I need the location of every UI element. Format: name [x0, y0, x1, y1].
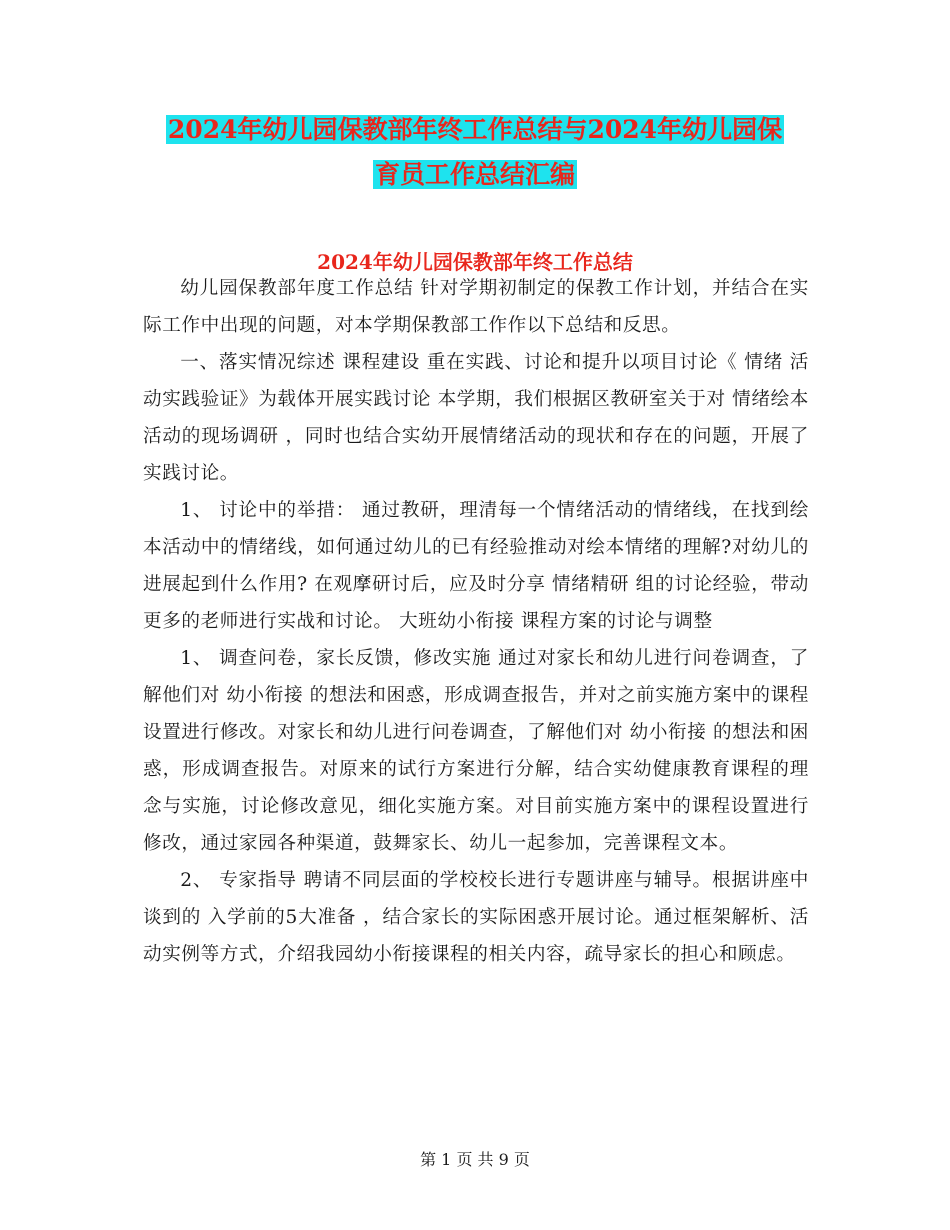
paragraph: 1、 讨论中的举措： 通过教研，理清每一个情绪活动的情绪线，在找到绘本活动中的情绪线，如何通过幼儿的已有经验推动对绘本情绪的理解?对幼儿的进展起到什么作用? 在观摩研讨后，应及时分享 情绪精研 组的讨论经验，带动更多的老师进行实战和讨论。 大班幼小衔接 课程方案的讨论与调整 — [143, 500, 809, 632]
paragraph: 一、落实情况综述 课程建设 重在实践、讨论和提升以项目讨论《 情绪 活动实践验证》为载体开展实践讨论 本学期，我们根据区教研室关于对 情绪绘本活动的现场调研 ，同时也结合实幼开展情绪活动的现状和存在的问题，开展了实践讨论。 — [143, 352, 809, 484]
document-title-line-2 — [0, 155, 950, 195]
paragraph: 幼儿园保教部年度工作总结 针对学期初制定的保教工作计划，并结合在实际工作中出现的问题，对本学期保教部工作作以下总结和反思。 — [143, 278, 809, 336]
paragraph: 1、 调查问卷，家长反馈，修改实施 通过对家长和幼儿进行问卷调查，了解他们对 幼小衔接 的想法和困惑，形成调查报告，并对之前实施方案中的课程设置进行修改。对家长和幼儿进行问卷调查，了解他们对 幼小衔接 的想法和困惑，形成调查报告。对原来的试行方案进行分解，结合实幼健康教育课程的理念与实施，讨论修改意见，细化实施方案。对目前实施方案中的课程设置进行修改，通过家园各种渠道，鼓舞家长、幼儿一起参加，完善课程文本。 — [143, 648, 809, 854]
section-title: 2024年幼儿园保教部年终工作总结 — [317, 250, 633, 274]
document-title-line-1 — [0, 110, 950, 150]
paragraph: 2、 专家指导 聘请不同层面的学校校长进行专题讲座与辅导。根据讲座中谈到的 入学前的5大准备 ，结合家长的实际困惑开展讨论。通过框架解析、活动实例等方式，介绍我园幼小衔接课程的相关内容，疏导家长的担心和顾虑。 — [143, 870, 809, 965]
document-title-text-1: 2024年幼儿园保教部年终工作总结与2024年幼儿园保 — [167, 115, 783, 144]
document-body — [143, 270, 809, 973]
page-footer: 第 1 页 共 9 页 — [420, 1150, 530, 1169]
document-title-text-2: 育员工作总结汇编 — [374, 160, 575, 189]
